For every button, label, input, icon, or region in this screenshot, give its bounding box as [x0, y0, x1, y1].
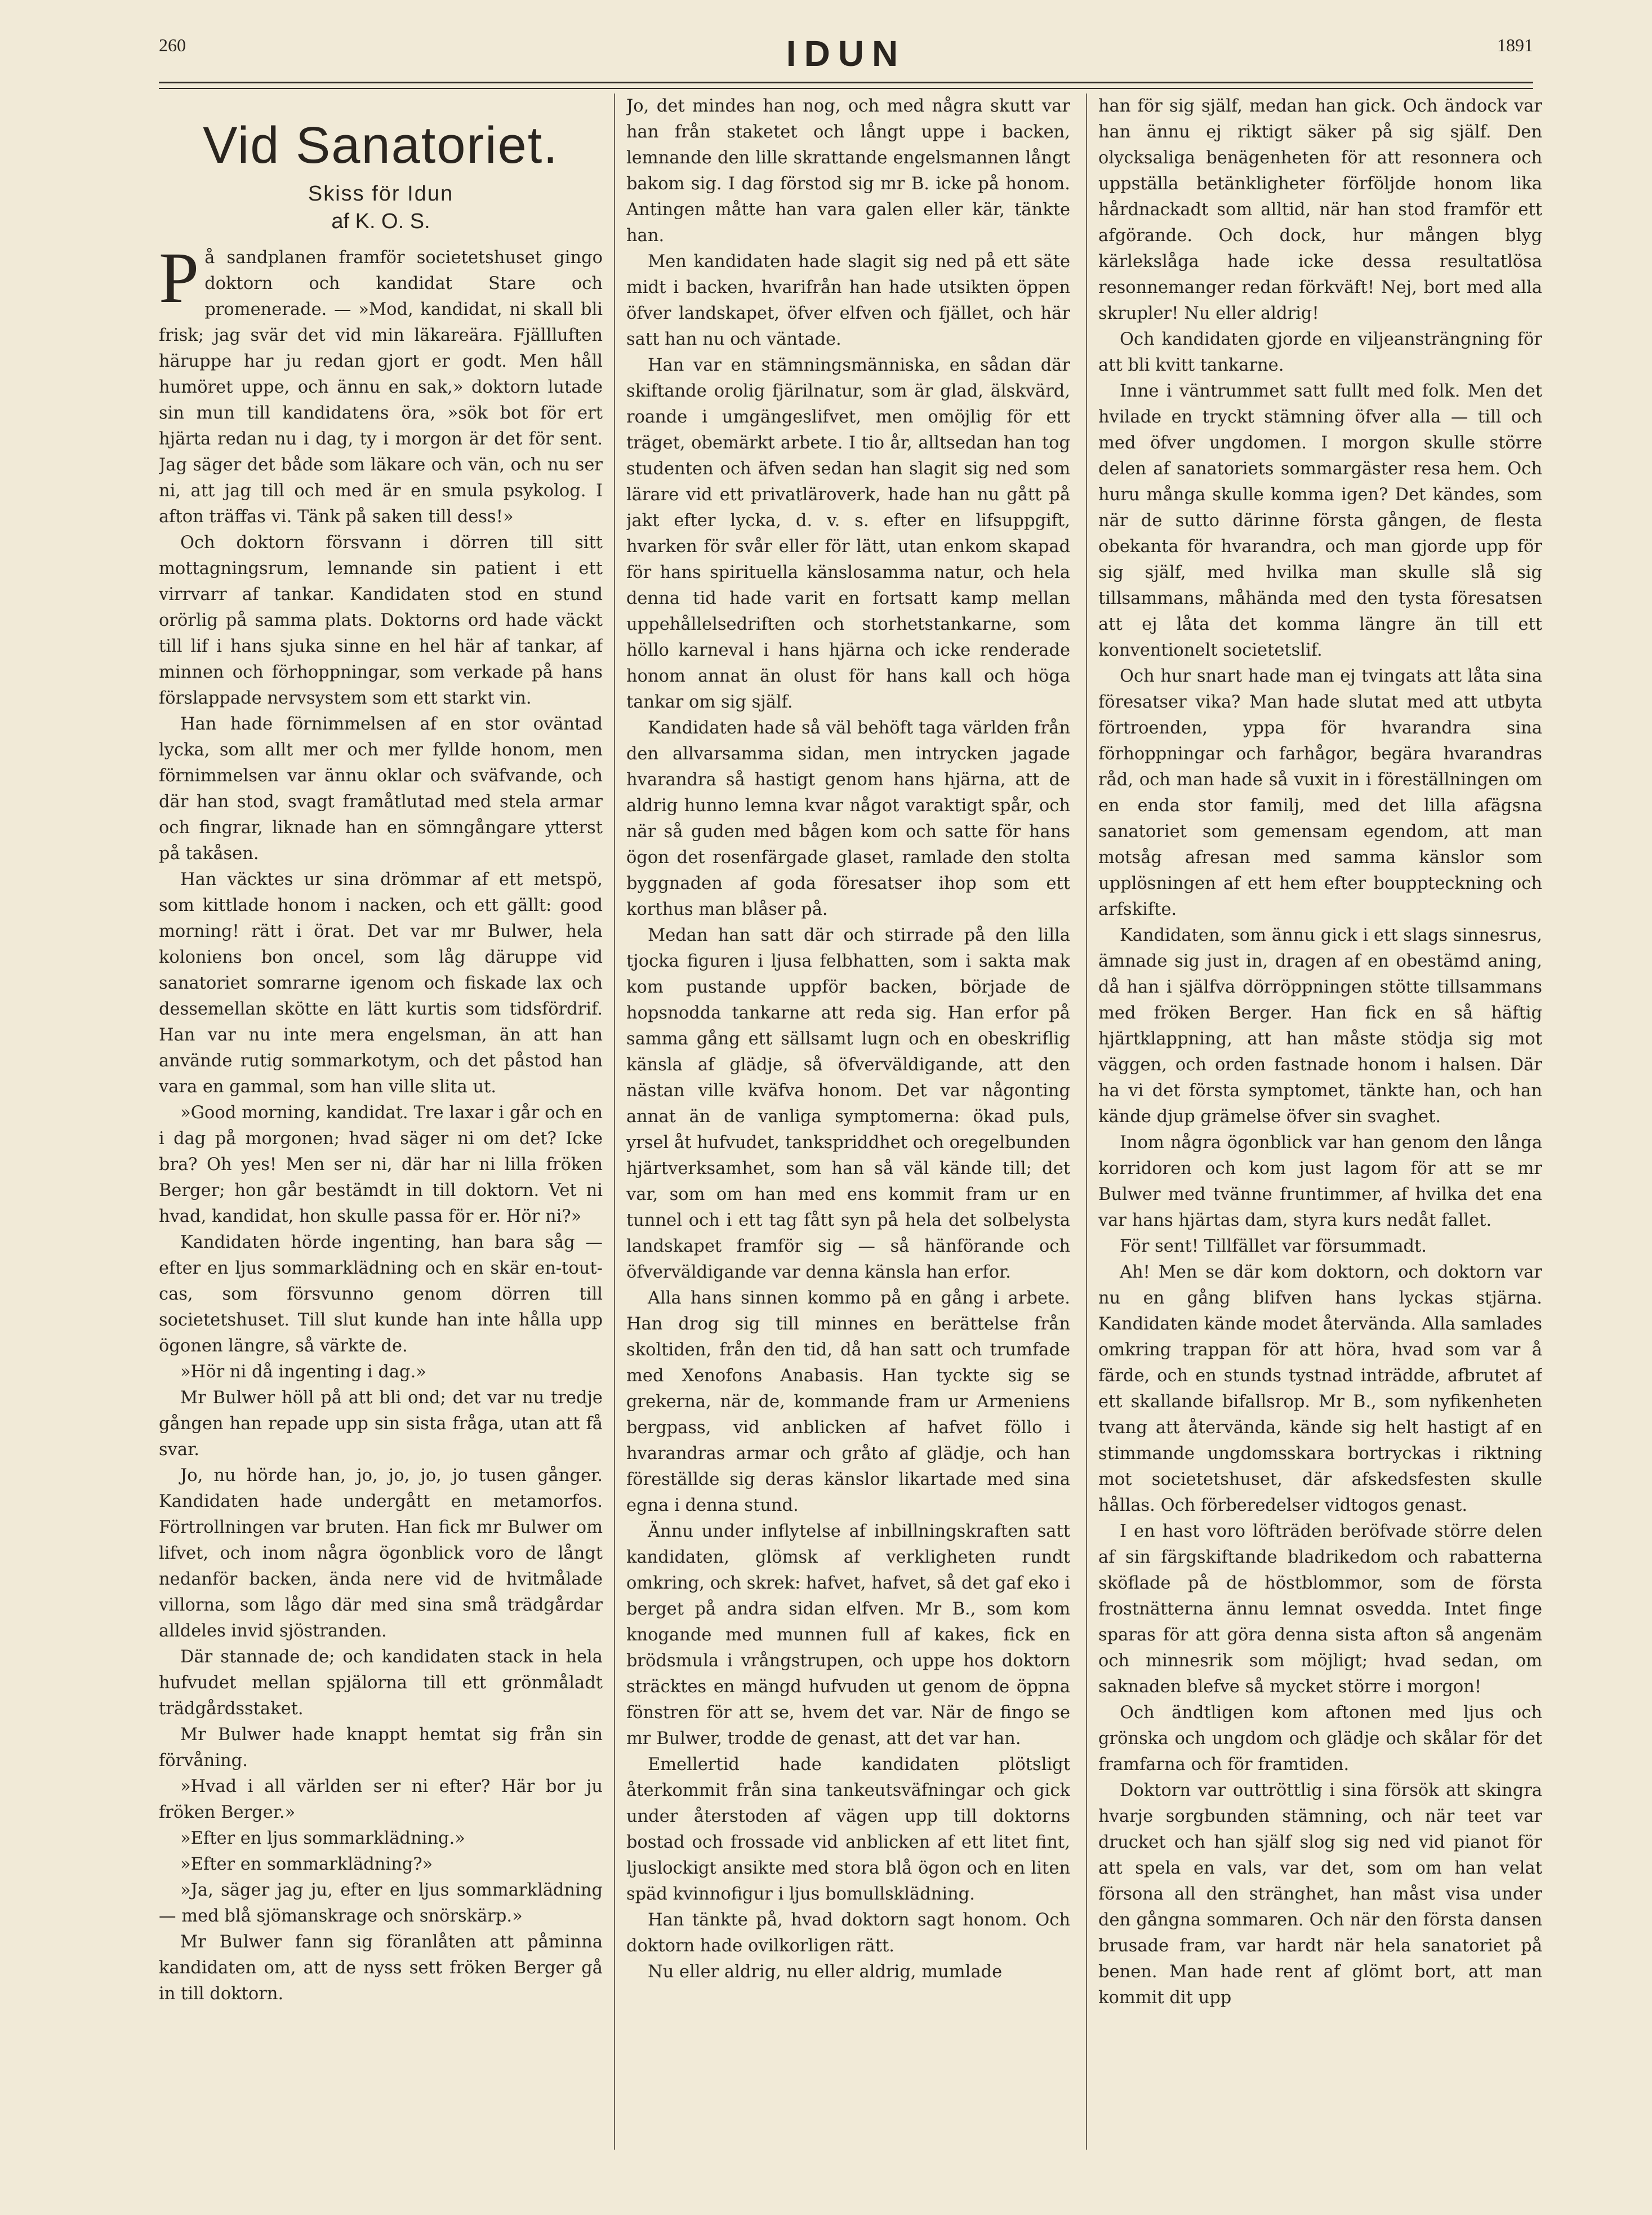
paragraph: Ah! Men se där kom doktorn, och doktorn var nu en gång blifven hans lyckas stjärna. Kandidaten kände modet återvända. Alla samlades omkring trappan för att höra, hvad som var å färde, och en stunds tystnad inträdde, afbrutet af ett skallande bifallsrop. Mr B., som nyfikenheten tvang att återvända, kände sig helt hastigt af en stimmande ungdomsskara bortryckas i riktning mot societetshuset, där afskedsfesten skulle hållas. Och förberedelser vidtogos genast. [1098, 1262, 1542, 1515]
paragraph: Ännu under inflytelse af inbillningskraften satt kandidaten, glömsk af verkligheten rundt omkring, och skrek: hafvet, hafvet, så det gaf eko i berget på andra sidan elfven. Mr B., som kom knogande med munnen full af kakes, fick en brödsmula i vrångstrupen, och uppe hos doktorn sträcktes en mängd hufvuden ut genom de öppna fönstren för att se, hvem det var. När de fingo se mr Bulwer, trodde de genast, att det var han. [626, 1522, 1070, 1749]
paragraph: Mr Bulwer höll på att bli ond; det var nu tredje gången han repade upp sin sista fråga, utan att få svar. [159, 1388, 603, 1460]
page-header [159, 33, 1533, 78]
article-subtitle: Skiss för Idun [308, 182, 454, 206]
paragraph: Doktorn var outtröttlig i sina försök att skingra hvarje sorgbunden stämning, och när teet var drucket och han själf slog sig ned vid pianot för att spela en vals, var det, som om han velat försona all den stränghet, han måst visa under den gångna sommaren. Och när den första dansen brusade fram, var hardt när hela sanatoriet på benen. Man hade rent af glömt bort, att man kommit dit upp [1098, 1781, 1542, 2008]
paragraph: Kandidaten hörde ingenting, han bara såg — efter en ljus sommarklädning och en skär en-tout-cas, som försvunno genom dörren till societetshuset. Till slut kunde han inte hålla upp ögonen längre, så värkte de. [159, 1233, 603, 1356]
paragraph: Nu eller aldrig, nu eller aldrig, mumlade [648, 1962, 1003, 1982]
column-3 [1098, 94, 1542, 2155]
paragraph: »Efter en sommarklädning?» [180, 1854, 433, 1874]
paragraph: Mr Bulwer fann sig föranlåten att påminna kandidaten om, att de nyss sett fröken Berger gå in till doktorn. [159, 1932, 603, 2004]
paragraph: Han väcktes ur sina drömmar af ett metspö, som kittlade honom i nacken, och ett gällt: good morning! rätt i örat. Det var mr Bulwer, hela koloniens bon oncel, som låg däruppe vid sanatoriet somrarne igenom och fiskade lax och dessemellan skötte en lätt kurtis som tidsfördrif. Han var nu inte mera engelsman, än att han använde rutig sommarkotym, och det påstod han vara en gammal, som han ville slita ut. [159, 870, 603, 1097]
paragraph: I en hast voro löfträden beröfvade större delen af sin färgskiftande bladrikedom och rabatterna sköflade på de höstblommor, som de första frostnätterna ännu lemnat osvedda. Intet finge sparas för att göra denna sista afton så angenäm och minnesrik som möjligt; hvad sedan, om saknaden blefve så mycket större i morgon! [1098, 1522, 1542, 1697]
paragraph: Han tänkte på, hvad doktorn sagt honom. Och doktorn hade ovilkorligen rätt. [626, 1910, 1070, 1956]
paragraph: Och doktorn försvann i dörren till sitt mottagningsrum, lemnande sin patient i ett virrvarr af tankar. Kandidaten stod en stund orörlig på samma plats. Doktorns ord hade väckt till lif i hans sjuka sinne en hel här af tankar, af minnen och förhoppningar, som verkade på hans förslappade nervsystem som ett starkt vin. [159, 533, 603, 708]
paragraph [159, 238, 603, 530]
paragraph: »Ja, säger jag ju, efter en ljus sommarklädning — med blå sjömanskrage och snörskärp.» [159, 1880, 603, 1926]
paragraph: Och ändtligen kom aftonen med ljus och grönska och ungdom och glädje och skålar för det framfarna och för framtiden. [1098, 1703, 1542, 1774]
paragraph: Inom några ögonblick var han genom den långa korridoren och kom just lagom för att se mr Bulwer med tvänne fruntimmer, af hvilka det ena var hans hjärtas dam, styra kurs nedåt fallet. [1098, 1133, 1542, 1230]
paragraph: Medan han satt där och stirrade på den lilla tjocka figuren i ljusa felbhatten, som i sakta mak kom pustande uppför backen, började de hopsnodda tankarne att reda sig. Han erfor på samma gång ett sällsamt lugn och en obeskriflig känsla af glädje, så öfverväldigande, att den nästan ville kväfva honom. Det var någonting annat än de vanliga symptomerna: ökad puls, yrsel åt hufvudet, tankspriddhet och oregelbunden hjärtverksamhet, som han så väl kände till; det var, som om han med ens kommit fram ur en tunnel och i ett tag fått syn på hela det solbelysta landskapet framför sig — så hänförande och öfverväldigande var denna känsla han erfor. [626, 926, 1070, 1282]
header-rule [159, 82, 1533, 89]
column-2 [626, 94, 1070, 2155]
paragraph: Han var en stämningsmänniska, en sådan där skiftande orolig fjärilnatur, som är glad, älskvärd, roande i umgängeslifvet, men omöjlig för ett träget, obemärkt arbete. I tio år, alltsedan han tog studenten och äfven sedan han slagit sig ned som lärare vid ett privatläroverk, hade han nu gått på jakt efter lycka, d. v. s. efter en lifsuppgift, hvarken för svår eller för lätt, utan enkom skapad för hans spirituella känslosamma natur, och hela denna tid hade varit en fortsatt kamp mellan uppehållelsedriften och storhetstankarne, som höllo karneval i hans hjärna och icke renderade honom annat än olust för hans kall och höga tankar om sig själf. [626, 355, 1070, 712]
page-number: 260 [159, 35, 186, 55]
paragraph: Kandidaten hade så väl behöft taga världen från den allvarsamma sidan, men intrycken jagade hvarandra så hastigt genom hans hjärna, att de aldrig hunno lemna kvar något varaktigt spår, och när så guden med bågen kom och satte för hans ögon det rosenfärgade glaset, ramlade den stolta byggnaden af goda föresatser ihop som ett korthus man blåser på. [626, 718, 1070, 919]
paragraph: »Good morning, kandidat. Tre laxar i går och en i dag på morgonen; hvad säger ni om det? Icke bra? Oh yes! Men ser ni, där har ni lilla fröken Berger; hon går bestämdt in till doktorn. Vet ni hvad, kandidat, hon skulle passa för er. Hör ni?» [159, 1103, 603, 1226]
drop-cap: P [159, 238, 199, 318]
masthead: IDUN [786, 33, 906, 74]
article-title: Vid Sanatoriet. [203, 117, 559, 174]
paragraph-text: å sandplanen framför societetshuset gingo doktorn och kandidat Stare och promenerade. — »Mod, kandidat, ni skall bli frisk; jag svär det vid min läkareära. Fjällluften häruppe har ju redan gjort er godt. Men håll humöret uppe, och ännu en sak,» doktorn lutade sin mun till kandidatens öra, »sök bot för ert hjärta redan nu i dag, ty i morgon är det för sent. Jag säger det både som läkare och vän, och nu ser ni, att jag till och med är en smula psykolog. I afton träffas vi. Tänk på saken till dess!» [159, 248, 603, 527]
year: 1891 [1497, 35, 1533, 55]
paragraph: Men kandidaten hade slagit sig ned på ett säte midt i backen, hvarifrån han hade utsikten öppen öfver landskapet, öfver elfven och fjället, och här satt han nu och väntade. [626, 252, 1070, 349]
paragraph: Jo, nu hörde han, jo, jo, jo, jo tusen gånger. Kandidaten hade undergått en metamorfos. Förtrollningen var bruten. Han fick mr Bulwer om lifvet, och inom några ögonblick voro de långt nedanför backen, ända nere vid de hvitmålade villorna, som lågo där med sina små trädgårdar alldeles invid sjöstranden. [159, 1466, 603, 1641]
paragraph: Emellertid hade kandidaten plötsligt återkommit från sina tankeutsväfningar och gick under återstoden af vägen upp till doktorns bostad och frossade vid anblicken af ett litet fint, ljuslockigt ansikte med stora blå ögon och en liten späd kvinnofigur i ljus bomullsklädning. [626, 1755, 1070, 1904]
column-divider [1086, 94, 1087, 2150]
paragraph: Och kandidaten gjorde en viljeansträngning för att bli kvitt tankarne. [1098, 330, 1542, 375]
column-divider [614, 94, 615, 2150]
paragraph: »Hvad i all världen ser ni efter? Här bor ju fröken Berger.» [159, 1777, 603, 1822]
article-byline: af K. O. S. [331, 210, 430, 233]
paragraph: Där stannade de; och kandidaten stack in hela hufvudet mellan spjälorna till ett grönmåladt trädgårdsstaket. [159, 1647, 603, 1719]
paragraph: Kandidaten, som ännu gick i ett slags sinnesrus, ämnade sig just in, dragen af en obestämd aning, då han i själfva dörröppningen stötte tillsammans med fröken Berger. Han fick en så häftig hjärtklappning, att han måste stödja sig mot väggen, och orden fastnade honom i halsen. Där ha vi det första symptomet, tänkte han, och han kände djup grämelse öfver sin svaghet. [1098, 926, 1542, 1127]
paragraph: Mr Bulwer hade knappt hemtat sig från sin förvåning. [159, 1725, 603, 1771]
paragraph: Alla hans sinnen kommo på en gång i arbete. Han drog sig till minnes en berättelse från skoltiden, från den tid, då han satt och trumfade med Xenofons Anabasis. Han tyckte sig se grekerna, när de, kommande fram ur Armeniens bergpass, vid anblicken af hafvet föllo i hvarandras armar och gråto af glädje, och han föreställde sig deras känslor likartade med sina egna i denna stund. [626, 1288, 1070, 1515]
paragraph: Och hur snart hade man ej tvingats att låta sina föresatser vika? Man hade slutat med att utbyta förtroenden, yppa för hvarandra sina förhoppningar och farhågor, begära hvarandras råd, och man hade så vuxit in i föreställningen om en enda stor familj, med det lilla afägsna sanatoriet som gemensam egendom, att man motsåg afresan med samma känslor som upplösningen af ett hem efter bouppteckning och arfskifte. [1098, 666, 1542, 919]
paragraph: För sent! Tillfället var försummadt. [1120, 1237, 1427, 1256]
paragraph: »Hör ni då ingenting i dag.» [180, 1362, 426, 1382]
paragraph: Han hade förnimmelsen af en stor oväntad lycka, som allt mer och mer fyllde honom, men förnimmelsen var ännu oklar och sväfvande, och där han stod, svagt framåtlutad med stela armar och fingrar, liknade han en sömngångare ytterst på takåsen. [159, 714, 603, 864]
paragraph: Jo, det mindes han nog, och med några skutt var han från staketet och långt uppe i backen, lemnande den lille skrattande engelsmannen långt bakom sig. I dag förstod sig mr B. icke på honom. Antingen måtte han vara galen eller kär, tänkte han. [626, 96, 1070, 246]
paragraph: Inne i väntrummet satt fullt med folk. Men det hvilade en tryckt stämning öfver alla — till och med öfver ungdomen. I morgon skulle större delen af sanatoriets sommargäster resa hem. Och huru många skulle komma igen? Det kändes, som när de sutto därinne första gången, de flesta obekanta för hvarandra, och man gjorde upp för sig själf, med hvilka man skulle slå sig tillsammans, måhända med den tysta föresatsen att ej låta det komma längre än till ett konventionelt societetslif. [1098, 381, 1542, 660]
paragraph: han för sig själf, medan han gick. Och ändock var han ännu ej riktigt säker på sig själf. Den olycksaliga benägenheten för att resonnera och uppställa betänkligheter förföljde honom lika hårdnackadt som alltid, när han stod framför ett afgörande. Och dock, hur mången blyg kärlekslåga hade icke dessa resultatlösa resonnemanger redan förkväft! Nej, bort med alla skrupler! Nu eller aldrig! [1098, 96, 1542, 323]
column-1 [159, 94, 603, 2155]
paragraph: »Efter en ljus sommarklädning.» [180, 1829, 465, 1848]
